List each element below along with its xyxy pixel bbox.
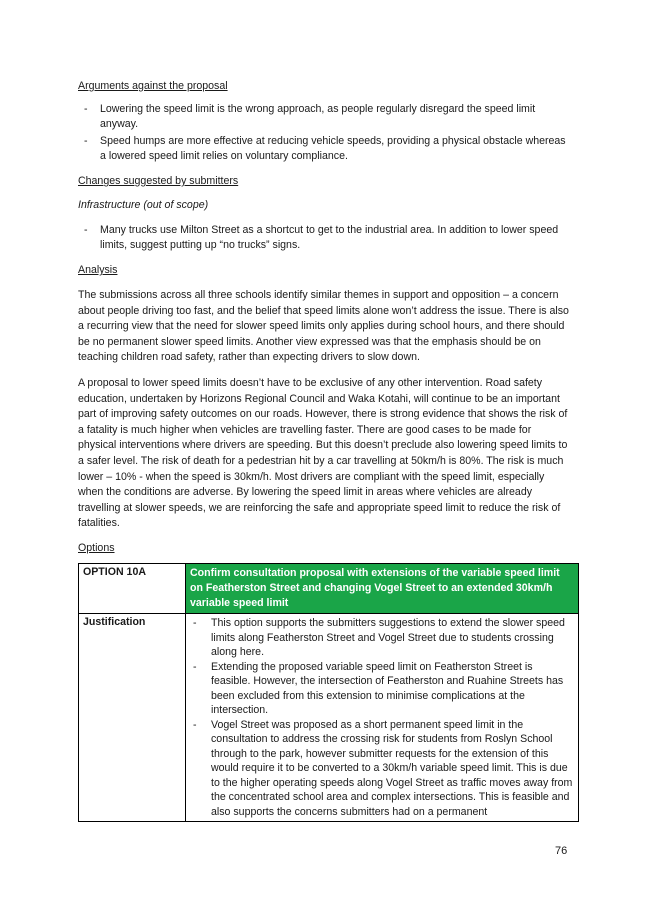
option-label: OPTION 10A <box>79 564 186 614</box>
justification-item-text: This option supports the submitters suggestions to extend the slower speed limits along Featherston Street and Vogel Street due to students crossing along here. <box>211 617 565 658</box>
justification-row <box>79 614 579 822</box>
justification-cell <box>186 614 579 822</box>
options-heading: Options <box>78 542 115 554</box>
justification-item <box>190 718 574 820</box>
justification-item <box>190 660 574 718</box>
option-title: Confirm consultation proposal with extensions of the variable speed limit on Featherston Street and changing Vogel Street to an extended 30km/h variable speed limit <box>186 564 579 614</box>
infrastructure-item-text: Many trucks use Milton Street as a shortcut to get to the industrial area. In addition to lower speed limits, suggest putting up “no trucks” signs. <box>100 224 559 251</box>
bullet-dash: - <box>193 718 197 731</box>
infrastructure-item <box>78 223 570 253</box>
against-item <box>78 134 570 164</box>
against-item-text: Lowering the speed limit is the wrong approach, as people regularly disregard the speed limit anyway. <box>100 103 536 130</box>
infrastructure-subheading: Infrastructure (out of scope) <box>78 199 209 211</box>
analysis-paragraph-1: The submissions across all three schools identify similar themes in support and opposition – a concern about people driving too fast, and the belief that speed limits alone won’t address the issue. There is also a recurring view that the need for slower speed limits only applies during school hours, and there should be no permanent slower speed limits. Another view expressed was that the emphasis should be on teaching children road safety, rather than expecting drivers to slow down. <box>78 289 569 364</box>
changes-heading: Changes suggested by submitters <box>78 175 239 187</box>
bullet-dash: - <box>84 103 88 115</box>
bullet-dash: - <box>84 135 88 147</box>
bullet-dash: - <box>193 660 197 673</box>
bullet-dash: - <box>193 617 197 629</box>
justification-list <box>190 616 574 819</box>
justification-item <box>190 616 574 660</box>
against-item-text: Speed humps are more effective at reducing vehicle speeds, providing a physical obstacle whereas a lowered speed limit relies on voluntary compliance. <box>100 135 566 162</box>
page-number: 76 <box>555 845 568 857</box>
analysis-paragraph-2: A proposal to lower speed limits doesn’t have to be exclusive of any other intervention. Road safety education, undertaken by Horizons Regional Council and Waka Kotahi, will continue to be an important part of improving safety outcomes on our roads. However, there is strong evidence that shows the risk of a fatality is much higher when vehicles are travelling faster. There are good cases to be made for physical interventions where drivers are speeding. But this doesn’t preclude also lowering speed limits to a safer level. The risk of death for a pedestrian hit by a car travelling at 50km/h is 80%. The risk is much lower – 10% - when the speed is 30km/h. Most drivers are compliant with the speed limit, especially when the conditions are adverse. By lowering the speed limit in areas where vehicles are already travelling at slower speeds, we are reinforcing the safe and appropriate speed limit to reduce the risk of fatalities. <box>78 377 568 530</box>
justification-item-text: Extending the proposed variable speed limit on Featherston Street is feasible. However, the intersection of Featherston and Ruahine Streets has been excluded from this extension to minimise complications at the intersection. <box>211 660 564 716</box>
option-table <box>78 563 579 822</box>
option-header-row <box>79 564 579 614</box>
against-heading: Arguments against the proposal <box>78 80 228 92</box>
justification-item-text: Vogel Street was proposed as a short permanent speed limit in the consultation to address the crossing risk for students from Roslyn School through to the park, however submitter requests for the extension of this would require it to be converted to a 30km/h variable speed limit. This is due to the higher operating speeds along Vogel Street as traffic moves away from the concentrated school area and complex intersections. This is feasible and also supports the concerns submitters had on a permanent <box>211 718 573 818</box>
analysis-heading: Analysis <box>78 264 118 276</box>
bullet-dash: - <box>84 224 88 236</box>
justification-label: Justification <box>79 614 186 822</box>
against-item <box>78 102 570 132</box>
